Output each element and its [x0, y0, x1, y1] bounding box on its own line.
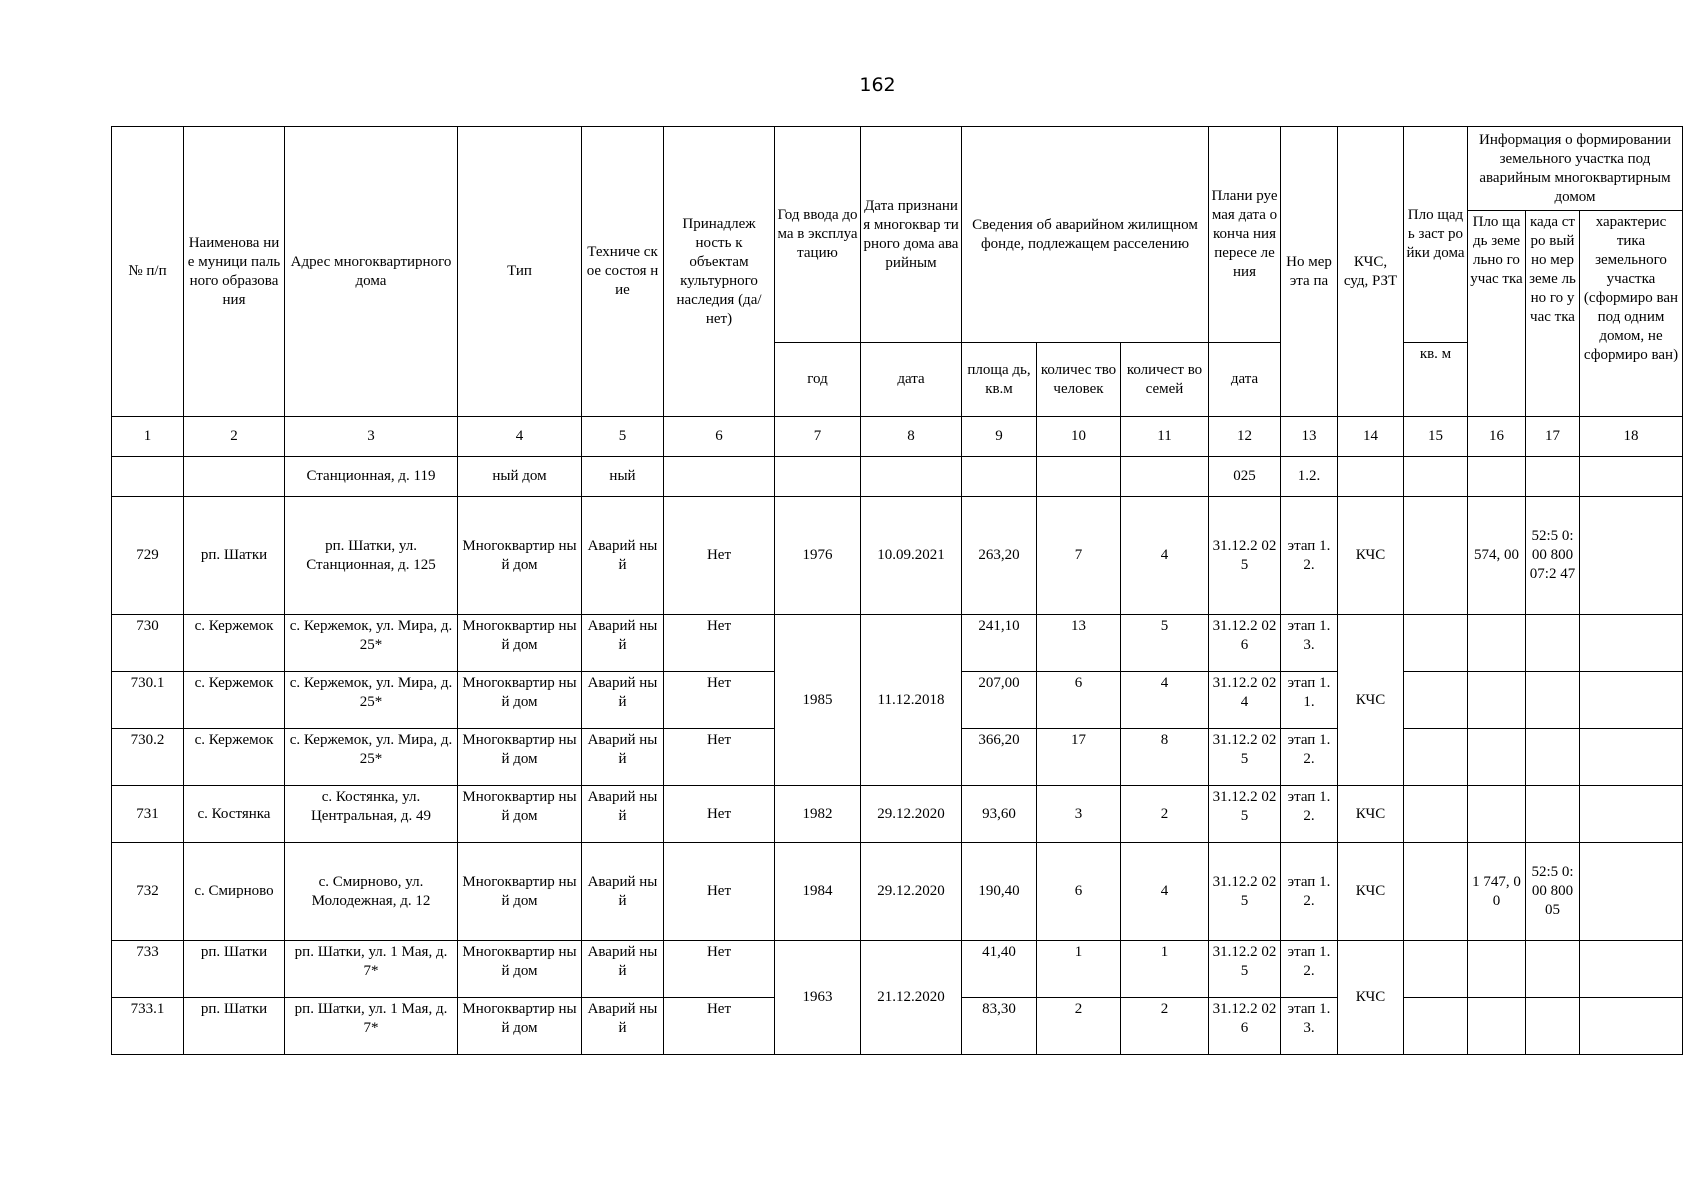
cell-num: 732 [112, 843, 184, 941]
header-address: Адрес многоквартирного дома [285, 127, 458, 417]
table-row [112, 497, 1683, 615]
cell-land-area [1468, 457, 1526, 497]
cell-building-area [1404, 615, 1468, 672]
cell-date: 11.12.2018 [861, 615, 962, 786]
cell-land-characteristic [1580, 786, 1683, 843]
cell-plan-date: 31.12.2 025 [1209, 497, 1281, 615]
cell-plan-date: 31.12.2 024 [1209, 672, 1281, 729]
cell-area: 207,00 [962, 672, 1037, 729]
cell-cadastral [1526, 615, 1580, 672]
cell-people: 6 [1037, 843, 1121, 941]
cell-num: 733 [112, 941, 184, 998]
cell-address: рп. Шатки, ул. Станционная, д. 125 [285, 497, 458, 615]
column-number: 2 [184, 417, 285, 457]
cell-state: Аварий ный [582, 843, 664, 941]
cell-type: Многоквартир ный дом [458, 672, 582, 729]
column-number: 14 [1338, 417, 1404, 457]
cell-date: 21.12.2020 [861, 941, 962, 1055]
cell-land-area [1468, 729, 1526, 786]
cell-plan-date: 31.12.2 025 [1209, 786, 1281, 843]
header-land-plot-group: Информация о формировании земельного участка под аварийным многоквартирным домом [1468, 127, 1683, 211]
cell-cadastral [1526, 786, 1580, 843]
cell-date [861, 457, 962, 497]
cell-building-area [1404, 497, 1468, 615]
subheader-people: количес тво человек [1037, 343, 1121, 417]
header-land-area: Пло щадь земе льно го учас тка [1468, 211, 1526, 417]
cell-num: 729 [112, 497, 184, 615]
cell-address: рп. Шатки, ул. 1 Мая, д. 7* [285, 941, 458, 998]
cell-address: с. Кержемок, ул. Мира, д. 25* [285, 672, 458, 729]
cell-people: 17 [1037, 729, 1121, 786]
cell-heritage: Нет [664, 998, 775, 1055]
cell-address: Станционная, д. 119 [285, 457, 458, 497]
cell-state: Аварий ный [582, 786, 664, 843]
header-type: Тип [458, 127, 582, 417]
cell-year: 1984 [775, 843, 861, 941]
cell-plan-date: 31.12.2 025 [1209, 941, 1281, 998]
cell-land-area [1468, 672, 1526, 729]
table-row [112, 615, 1683, 672]
cell-people: 1 [1037, 941, 1121, 998]
cell-heritage: Нет [664, 672, 775, 729]
header-planned-date: Плани руемая дата оконча ния пересе ления [1209, 127, 1281, 343]
cell-num: 730.2 [112, 729, 184, 786]
table-row [112, 457, 1683, 497]
cell-kchs: КЧС [1338, 843, 1404, 941]
cell-municipality: рп. Шатки [184, 941, 285, 998]
cell-land-area [1468, 615, 1526, 672]
header-emergency-fund-group: Сведения об аварийном жилищном фонде, подлежащем расселению [962, 127, 1209, 343]
cell-land-characteristic [1580, 615, 1683, 672]
cell-land-characteristic [1580, 843, 1683, 941]
subheader-plan-date: дата [1209, 343, 1281, 417]
cell-land-area: 574, 00 [1468, 497, 1526, 615]
column-number: 13 [1281, 417, 1338, 457]
header-stage-number: Но мер эта па [1281, 127, 1338, 417]
cell-type: Многоквартир ный дом [458, 615, 582, 672]
table-row [112, 843, 1683, 941]
column-number: 18 [1580, 417, 1683, 457]
cell-num: 730 [112, 615, 184, 672]
subheader-area: площа дь, кв.м [962, 343, 1037, 417]
cell-municipality: рп. Шатки [184, 497, 285, 615]
cell-num: 731 [112, 786, 184, 843]
cell-state: Аварий ный [582, 729, 664, 786]
subheader-families: количест во семей [1121, 343, 1209, 417]
cell-families: 8 [1121, 729, 1209, 786]
cell-cadastral [1526, 729, 1580, 786]
cell-kchs: КЧС [1338, 497, 1404, 615]
cell-state: ный [582, 457, 664, 497]
cell-kchs: КЧС [1338, 941, 1404, 1055]
column-number: 9 [962, 417, 1037, 457]
cell-state: Аварий ный [582, 672, 664, 729]
header-tech-state: Техниче ское состоя ние [582, 127, 664, 417]
subheader-building-area-unit: кв. м [1404, 343, 1468, 417]
cell-state: Аварий ный [582, 998, 664, 1055]
cell-families: 4 [1121, 672, 1209, 729]
cell-families: 5 [1121, 615, 1209, 672]
cell-year: 1976 [775, 497, 861, 615]
cell-stage: этап 1.3. [1281, 615, 1338, 672]
cell-land-characteristic [1580, 672, 1683, 729]
cell-year: 1985 [775, 615, 861, 786]
column-number: 6 [664, 417, 775, 457]
cell-plan-date: 025 [1209, 457, 1281, 497]
cell-area: 93,60 [962, 786, 1037, 843]
cell-building-area [1404, 941, 1468, 998]
cell-address: с. Кержемок, ул. Мира, д. 25* [285, 729, 458, 786]
cell-heritage: Нет [664, 497, 775, 615]
cell-state: Аварий ный [582, 497, 664, 615]
cell-building-area [1404, 729, 1468, 786]
cell-people: 13 [1037, 615, 1121, 672]
cell-municipality: с. Костянка [184, 786, 285, 843]
cell-date: 10.09.2021 [861, 497, 962, 615]
cell-municipality [184, 457, 285, 497]
column-number: 15 [1404, 417, 1468, 457]
header-municipality: Наименова ние муници пального образова ния [184, 127, 285, 417]
emergency-housing-table [111, 126, 1683, 1055]
cell-kchs [1338, 457, 1404, 497]
cell-type: Многоквартир ный дом [458, 786, 582, 843]
column-number: 3 [285, 417, 458, 457]
column-number: 8 [861, 417, 962, 457]
page-number: 162 [859, 74, 896, 96]
header-heritage: Принадлеж ность к объектам культурного наследия (да/нет) [664, 127, 775, 417]
cell-land-area [1468, 786, 1526, 843]
cell-building-area [1404, 998, 1468, 1055]
cell-building-area [1404, 672, 1468, 729]
cell-year: 1982 [775, 786, 861, 843]
cell-stage: этап 1.2. [1281, 941, 1338, 998]
cell-cadastral [1526, 672, 1580, 729]
column-number-row [112, 417, 1683, 457]
cell-land-characteristic [1580, 998, 1683, 1055]
header-land-characteristic: характерис тика земельного участка (сформиро ван под одним домом, не сформиро ван) [1580, 211, 1683, 417]
cell-municipality: с. Смирново [184, 843, 285, 941]
cell-building-area [1404, 843, 1468, 941]
cell-families: 1 [1121, 941, 1209, 998]
cell-state: Аварий ный [582, 615, 664, 672]
column-number: 1 [112, 417, 184, 457]
cell-date: 29.12.2020 [861, 843, 962, 941]
cell-people: 7 [1037, 497, 1121, 615]
cell-year [775, 457, 861, 497]
cell-stage: этап 1.2. [1281, 843, 1338, 941]
cell-area: 241,10 [962, 615, 1037, 672]
cell-building-area [1404, 786, 1468, 843]
cell-num: 733.1 [112, 998, 184, 1055]
cell-families: 2 [1121, 786, 1209, 843]
cell-area: 366,20 [962, 729, 1037, 786]
cell-building-area [1404, 457, 1468, 497]
subheader-date: дата [861, 343, 962, 417]
cell-address: с. Смирново, ул. Молодежная, д. 12 [285, 843, 458, 941]
cell-land-area [1468, 941, 1526, 998]
subheader-year: год [775, 343, 861, 417]
cell-kchs: КЧС [1338, 615, 1404, 786]
cell-area: 83,30 [962, 998, 1037, 1055]
cell-families: 2 [1121, 998, 1209, 1055]
header-cadastral-number: када стро вый но мер земе льно го учас тка [1526, 211, 1580, 417]
header-building-area: Пло щадь заст ройки дома [1404, 127, 1468, 343]
cell-type: Многоквартир ный дом [458, 941, 582, 998]
cell-people: 6 [1037, 672, 1121, 729]
cell-heritage: Нет [664, 729, 775, 786]
header-num: № п/п [112, 127, 184, 417]
cell-people [1037, 457, 1121, 497]
cell-heritage: Нет [664, 843, 775, 941]
cell-stage: этап 1.1. [1281, 672, 1338, 729]
column-number: 16 [1468, 417, 1526, 457]
cell-state: Аварий ный [582, 941, 664, 998]
cell-plan-date: 31.12.2 025 [1209, 729, 1281, 786]
column-number: 11 [1121, 417, 1209, 457]
cell-cadastral [1526, 998, 1580, 1055]
cell-type: Многоквартир ный дом [458, 843, 582, 941]
header-year-commissioned: Год ввода дома в эксплуа тацию [775, 127, 861, 343]
column-number: 7 [775, 417, 861, 457]
cell-stage: 1.2. [1281, 457, 1338, 497]
cell-area: 41,40 [962, 941, 1037, 998]
cell-date: 29.12.2020 [861, 786, 962, 843]
cell-cadastral: 52:5 0:00 800 07:2 47 [1526, 497, 1580, 615]
cell-num: 730.1 [112, 672, 184, 729]
cell-year: 1963 [775, 941, 861, 1055]
cell-num [112, 457, 184, 497]
cell-type: Многоквартир ный дом [458, 998, 582, 1055]
cell-land-characteristic [1580, 457, 1683, 497]
header-recognition-date: Дата признания многоквар тирного дома аварийным [861, 127, 962, 343]
cell-stage: этап 1.2. [1281, 497, 1338, 615]
cell-land-characteristic [1580, 497, 1683, 615]
column-number: 10 [1037, 417, 1121, 457]
cell-stage: этап 1.3. [1281, 998, 1338, 1055]
cell-cadastral [1526, 457, 1580, 497]
cell-cadastral: 52:5 0:00 800 05 [1526, 843, 1580, 941]
cell-land-characteristic [1580, 941, 1683, 998]
cell-plan-date: 31.12.2 026 [1209, 998, 1281, 1055]
cell-municipality: с. Кержемок [184, 615, 285, 672]
table-row [112, 941, 1683, 998]
cell-municipality: с. Кержемок [184, 729, 285, 786]
cell-heritage: Нет [664, 786, 775, 843]
cell-families [1121, 457, 1209, 497]
cell-heritage: Нет [664, 615, 775, 672]
column-number: 17 [1526, 417, 1580, 457]
cell-type: Многоквартир ный дом [458, 729, 582, 786]
cell-area: 190,40 [962, 843, 1037, 941]
cell-stage: этап 1.2. [1281, 729, 1338, 786]
cell-plan-date: 31.12.2 025 [1209, 843, 1281, 941]
cell-address: с. Кержемок, ул. Мира, д. 25* [285, 615, 458, 672]
cell-municipality: с. Кержемок [184, 672, 285, 729]
cell-area: 263,20 [962, 497, 1037, 615]
cell-heritage: Нет [664, 941, 775, 998]
table-row [112, 786, 1683, 843]
cell-families: 4 [1121, 497, 1209, 615]
cell-municipality: рп. Шатки [184, 998, 285, 1055]
cell-families: 4 [1121, 843, 1209, 941]
cell-land-characteristic [1580, 729, 1683, 786]
cell-type: Многоквартир ный дом [458, 497, 582, 615]
cell-address: с. Костянка, ул. Центральная, д. 49 [285, 786, 458, 843]
cell-stage: этап 1.2. [1281, 786, 1338, 843]
cell-plan-date: 31.12.2 026 [1209, 615, 1281, 672]
cell-heritage [664, 457, 775, 497]
cell-cadastral [1526, 941, 1580, 998]
cell-people: 3 [1037, 786, 1121, 843]
column-number: 12 [1209, 417, 1281, 457]
cell-land-area: 1 747, 00 [1468, 843, 1526, 941]
column-number: 5 [582, 417, 664, 457]
header-kchs: КЧС, суд, РЗТ [1338, 127, 1404, 417]
cell-area [962, 457, 1037, 497]
column-number: 4 [458, 417, 582, 457]
cell-land-area [1468, 998, 1526, 1055]
cell-kchs: КЧС [1338, 786, 1404, 843]
cell-address: рп. Шатки, ул. 1 Мая, д. 7* [285, 998, 458, 1055]
cell-people: 2 [1037, 998, 1121, 1055]
cell-type: ный дом [458, 457, 582, 497]
